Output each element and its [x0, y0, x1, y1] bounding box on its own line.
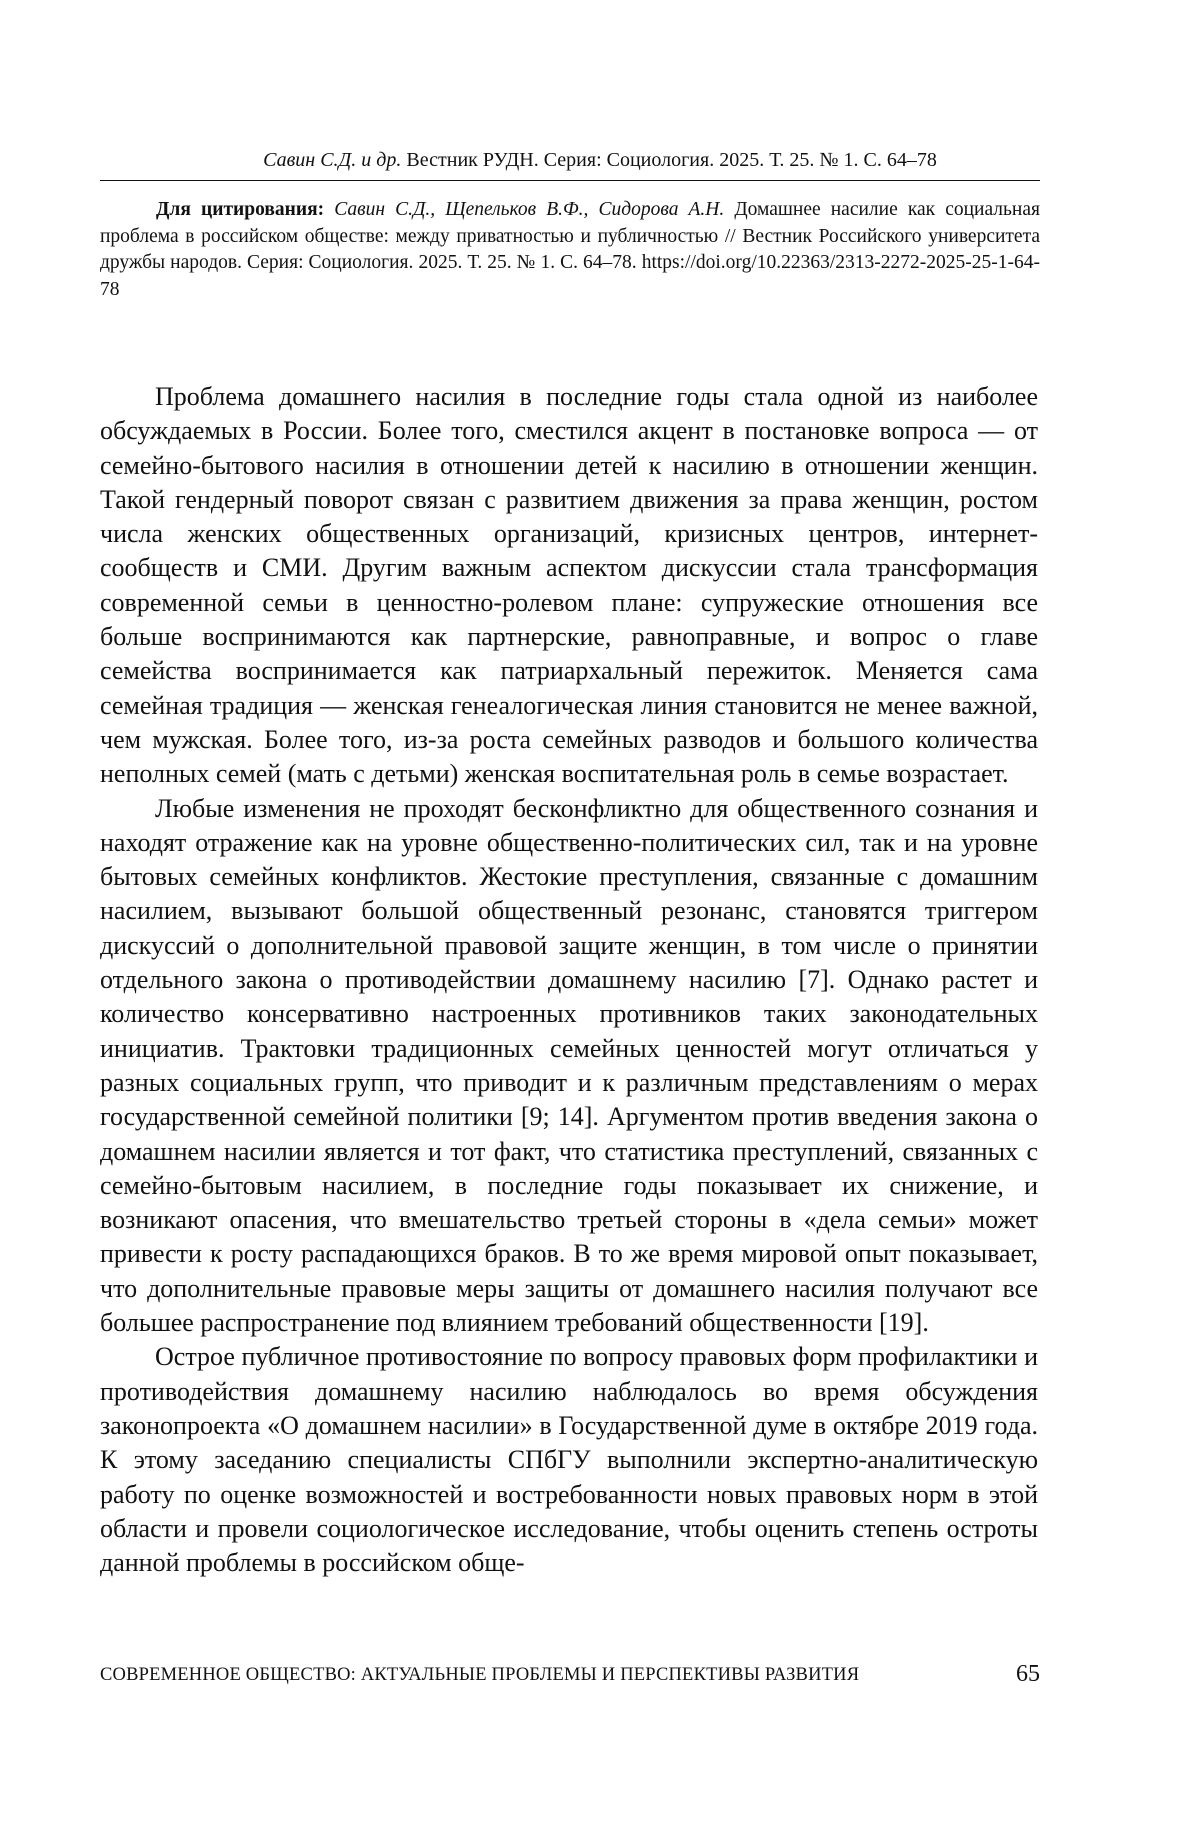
page-footer [100, 1661, 1040, 1691]
article-body [100, 380, 1038, 1580]
body-paragraph: Острое публичное противостояние по вопросу правовых форм профилактики и противодействия домашнему насилию наблюдалось во время обсуждения законопроекта «О домашнем насилии» в Государственной думе в октябре 2019 года. К этому заседанию специалисты СПбГУ выполнили экспертно-аналитическую работу по оценке возможностей и востребованности новых правовых норм в этой области и провели социологическое исследование, чтобы оценить степень остроты данной проблемы в российском обще- [100, 1342, 1038, 1578]
citation-text: Домашнее насилие как социальная проблема в российском обществе: между приватностью и публичностью // Вестник Российского университета дружбы народов. Серия: Социология. 2025. Т. 25. № 1. С. 64–78. https://doi.org/10.22363/2313-2272-2025-25-1-64-78 [100, 199, 1040, 300]
page-number: 65 [1016, 1661, 1040, 1687]
body-paragraph: Любые изменения не проходят бесконфликтно для общественного сознания и находят отражение как на уровне общественно-политических сил, так и на уровне бытовых семейных конфликтов. Жестокие преступления, связанные с домашним насилием, вызывают большой общественный резонанс, становятся триггером дискуссий о дополнительной правовой защите женщин, в том числе о принятии отдельного закона о противодействии домашнему насилию [7]. Однако растет и количество консервативно настроенных противников таких законодательных инициатив. Трактовки традиционных семейных ценностей могут отличаться у разных социальных групп, что приводит и к различным представлениям о мерах государственной семейной политики [9; 14]. Аргументом против введения закона о домашнем насилии является и тот факт, что статистика преступлений, связанных с семейно-бытовым насилием, в последние годы показывает их снижение, и возникают опасения, что вмешательство третьей стороны в «дела семьи» может привести к росту распадающихся браков. В то же время мировой опыт показывает, что дополнительные правовые меры защиты от домашнего насилия получают все большее распространение под влиянием требований общественности [19]. [100, 793, 1038, 1338]
header-authors: Савин С.Д. и др. [263, 149, 402, 171]
header-divider [100, 180, 1040, 181]
citation-block [100, 197, 1040, 303]
header-journal-reference: Вестник РУДН. Серия: Социология. 2025. Т. 25. № 1. С. 64–78 [406, 149, 937, 171]
citation-label: Для цитирования: [156, 199, 325, 220]
body-paragraph: Проблема домашнего насилия в последние годы стала одной из наиболее обсуждаемых в России. Более того, сместился акцент в постановке вопроса — от семейно-бытового насилия в отношении детей к насилию в отношении женщин. Такой гендерный поворот связан с развитием движения за права женщин, ростом числа женских общественных организаций, кризисных центров, интернет-сообществ и СМИ. Другим важным аспектом дискуссии стала трансформация современной семьи в ценностно-ролевом плане: супружеские отношения все больше воспринимаются как партнерские, равноправные, и вопрос о главе семейства воспринимается как патриархальный пережиток. Меняется сама семейная традиция — женская генеалогическая линия становится не менее важной, чем мужская. Более того, из-за роста семейных разводов и большого количества неполных семей (мать с детьми) женская воспитательная роль в семье возрастает. [100, 382, 1038, 789]
footer-section-title: СОВРЕМЕННОЕ ОБЩЕСТВО: АКТУАЛЬНЫЕ ПРОБЛЕМЫ И ПЕРСПЕКТИВЫ РАЗВИТИЯ [100, 1665, 860, 1685]
running-header [100, 148, 1100, 172]
citation-authors: Савин С.Д., Щепельков В.Ф., Сидорова А.Н. [334, 199, 725, 220]
